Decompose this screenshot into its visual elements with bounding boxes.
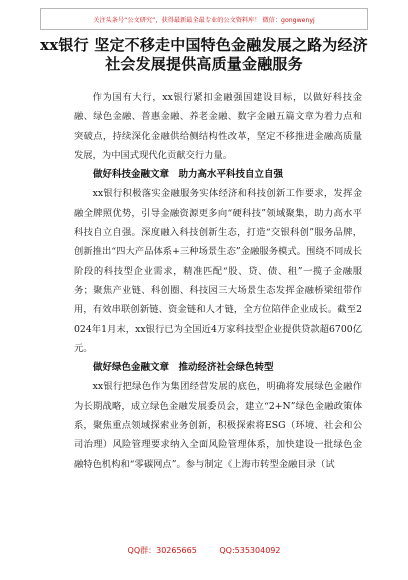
footer-qq-group: QQ群：30265665 — [127, 546, 197, 555]
footer-qq: QQ:535304092 — [219, 546, 281, 555]
green-finance-paragraph: xx银行把绿色作为集团经营发展的底色，明确将发展绿色金融作为长期战略，成立绿色金融发展委员会，建立“2+N”绿色金融政策体系，聚焦重点领域探索业务创新，积极探索将ESG（环境、社会和公司治理）风险管理要求纳入全面风险管理体系，加快建设一批绿色金融特色机构和“零碳网点”。参与制定《上海市转型金融目录（试 — [74, 381, 362, 470]
footer-contact — [0, 545, 408, 556]
document-title: xx银行 坚定不移走中国特色金融发展之路为经济社会发展提供高质量金融服务 — [40, 36, 368, 73]
section-heading-tech-finance: 做好科技金融文章 助力高水平科技自立自强 — [93, 169, 284, 181]
section-heading-green-finance: 做好绿色金融文章 推动经济社会绿色转型 — [93, 362, 274, 374]
document-body — [74, 88, 362, 474]
header-banner: 关注头条号“公文研究”，获得最新最全最专业的公文资料库！ 微信：gongwenyj — [40, 8, 368, 30]
intro-paragraph: 作为国有大行，xx银行紧扣金融强国建设目标，以做好科技金融、绿色金融、普惠金融、养老金融、数字金融五篇文章为着力点和突破点，持续深化金融供给侧结构性改革，坚定不移推进金融高质量发展，为中国式现代化贡献交行力量。 — [74, 92, 362, 161]
tech-finance-paragraph: xx银行积极落实金融服务实体经济和科技创新工作要求，发挥金融全牌照优势，引导金融资源更多向“硬科技”领域聚集，助力高水平科技自立自强。深度融入科技创新生态，打造“交银科创”服务品牌，创新推出“四大产品体系+三种场景生态”金融服务模式。围绕不同成长阶段的科技型企业需求，精准匹配“股、贷、债、租”一揽子金融服务；聚焦产业链、科创圈、科技园三大场景生态发挥金融桥梁纽带作用，有效串联创新链、资金链和人才链，全方位陪伴企业成长。截至2024年1月末，xx银行已为全国近4万家科技型企业提供贷款超6700亿元。 — [74, 188, 362, 354]
